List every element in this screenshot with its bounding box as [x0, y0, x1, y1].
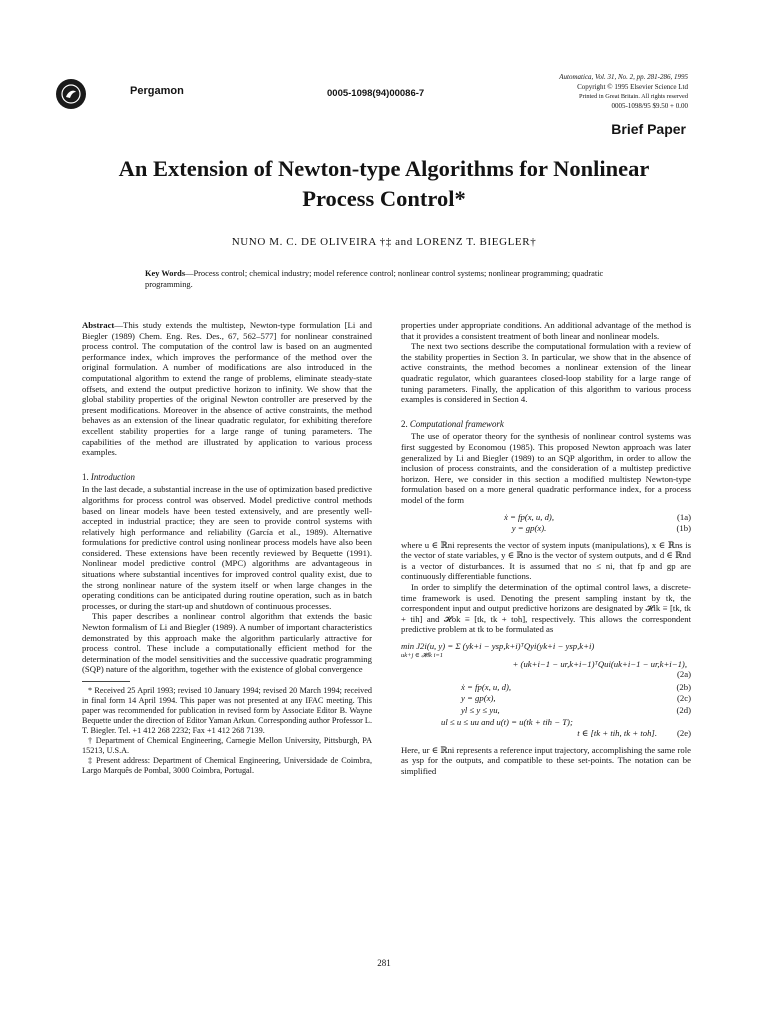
equation-1b-tag: (1b) — [676, 523, 691, 534]
equation-2c — [401, 693, 691, 704]
section-2-paragraph-1: The use of operator theory for the synthesis of nonlinear control systems was first suggested by Economou (1985). This proposed Newton approach was later generalized by Li and Biegler (1989) to an SQP algorithm, in order to allow the inclusion of process constraints, and the consideration of a multistep predictive horizon. Here, we consider in this section a modified multistep Newton-type formulation based on a more general quadratic performance index, for a process model of the form — [401, 431, 691, 505]
equation-2b-body: ẋ = fp(x, u, d), — [461, 681, 512, 692]
publisher-logo — [56, 79, 86, 109]
equation-2c-body: y = gp(x), — [461, 693, 496, 704]
equation-2b-tag: (2b) — [676, 681, 691, 692]
equation-2d-tag: (2d) — [676, 705, 691, 715]
section-tag: Brief Paper — [611, 121, 686, 137]
equation-2d-body: yl ≤ y ≤ yu, — [461, 705, 500, 715]
title-line-1: An Extension of Newton-type Algorithms for Nonlinear — [118, 156, 650, 181]
abstract — [82, 320, 372, 458]
abstract-text: —This study extends the multistep, Newton-type formulation [Li and Biegler (1989) Chem. Eng. Res. Des., 67, 562–577] for nonlinear constrained process control. The computation of the control law is based on an augmented performance index, which improves the performance of the method over the original formulation. A number of modifications are also introduced in the computational algorithm to extend the range of problems, eliminate steady-state offsets, and extend the output predictive horizon to infinity. We show that the global stability properties of the original Newton controller are preserved by the present modifications. Moreover in the absence of active constraints, the method behaves as an extension of the linear quadratic regulator, for exhibiting therefore excellent stability properties for a large range of tuning parameters. The capabilities of the method are illustrated by application to various process examples. — [82, 320, 372, 458]
equation-2a — [401, 641, 691, 680]
copyright-line: Copyright © 1995 Elsevier Science Ltd — [577, 82, 688, 91]
journal-meta — [559, 73, 688, 111]
section-2-paragraph-2: where u ∈ ℝni represents the vector of system inputs (manipulations), x ∈ ℝns is the vector of state variables, y ∈ ℝno is the vector of system outputs, and d ∈ ℝnd is a vector of disturbances. It is assumed that no ≤ ni, that fp and gp are continuously differentiable functions. — [401, 539, 691, 582]
left-column — [82, 320, 372, 776]
section-2-paragraph-3: In order to simplify the determination of the optimal control laws, a discrete-time framework is used. Denoting the present sampling instant by tk, the correspondent input and output predictive horizons are designated by 𝓗ik ≡ [tk, tk + tih] and 𝓗ok ≡ [tk, tk + toh], respectively. This allows the correspondent predictive problem at tk to be formulated as — [401, 582, 691, 635]
journal-citation: Automatica, Vol. 31, No. 2, pp. 281-286, 1995 — [559, 73, 688, 81]
equation-2a-line-2: + (uk+i−1 − ur,k+i−1)ᵀQui(uk+i−1 − ur,k+i−1), — [512, 658, 687, 669]
keywords-label: Key Words — [145, 269, 186, 278]
section-2-heading — [401, 419, 691, 430]
footnotes — [82, 686, 372, 776]
publisher-name: Pergamon — [130, 85, 184, 97]
paper-title — [60, 154, 708, 214]
equation-1a-tag: (1a) — [677, 511, 691, 522]
keywords — [145, 268, 645, 290]
intro-heading-title: Introduction — [90, 471, 135, 482]
title-line-2: Process Control* — [302, 186, 466, 211]
equation-2e-tag: (2e) — [677, 728, 691, 739]
equation-2e-body-1: ul ≤ u ≤ uu and u(t) = u(tk + tih − T); — [441, 716, 573, 727]
footnote-received: * Received 25 April 1993; revised 10 January 1994; revised 20 March 1994; received in final form 14 April 1994. This paper was not presented at any IFAC meeting. This paper was recommended for publication in revised form by Associate Editor B. Wayne Bequette under the direction of Editor Yaman Arkun. Corresponding author Professor L. T. Biegler. Tel. +1 412 268 2232; Fax +1 412 268 7139. — [82, 686, 372, 735]
abstract-label: Abstract — [82, 320, 115, 330]
equation-2b — [401, 682, 691, 693]
equation-1a-body: ẋ = fp(x, u, d), — [503, 511, 554, 522]
equation-2d — [401, 705, 691, 716]
right-column — [401, 320, 691, 777]
footnote-present-address: ‡ Present address: Department of Chemical Engineering, Universidade de Coimbra, Largo Marquês de Pombal, 3000 Coimbra, Portugal. — [82, 756, 372, 775]
right-paragraph-1: properties under appropriate conditions. An additional advantage of the method is that it provides a consistent treatment of both linear and nonlinear models. — [401, 320, 691, 341]
equation-2e-line-2 — [401, 728, 691, 739]
right-closing-paragraph: Here, ur ∈ ℝni represents a reference input trajectory, accomplishing the same role as ysp for the outputs, and compatible to these set-points. The notation can be simplified — [401, 744, 691, 776]
intro-heading — [82, 472, 372, 483]
equation-2e-line-1 — [401, 717, 691, 728]
intro-paragraph-2: This paper describes a nonlinear control algorithm that extends the basic Newton formalism of Li and Biegler (1989). A number of important characteristics demonstrated by this approach make the algorithm particularly attractive for process control. These include a computationally efficient method for the determination of the model sensitivities and the successive quadratic programming (SQP) nature of the algorithm, together with the existence of global convergence — [82, 611, 372, 675]
equation-2a-subscript: uk+j ∈ 𝓗ik i=1 — [401, 651, 444, 659]
equation-1a — [401, 512, 691, 523]
printed-line: Printed in Great Britain. All rights reserved — [579, 93, 688, 100]
price-line: 0005-1098/95 $9.50 + 0.00 — [611, 101, 688, 110]
equation-2c-tag: (2c) — [677, 693, 691, 704]
article-issn: 0005-1098(94)00086-7 — [327, 88, 425, 99]
intro-heading-number: 1. — [82, 471, 89, 482]
page-number: 281 — [377, 958, 391, 968]
section-2-title: Computational framework — [409, 418, 504, 429]
right-paragraph-2: The next two sections describe the computational formulation with a review of the stability properties in Section 3. In particular, we show that in the absence of active constraints, the method becomes a nonlinear extension of the linear quadratic regulator, which guarantees closed-loop stability for a large range of tuning parameters. Finally, the application of this algorithm to various process examples is considered in Section 4. — [401, 341, 691, 405]
footnote-affiliation: † Department of Chemical Engineering, Carnegie Mellon University, Pittsburgh, PA 15213, U.S.A. — [82, 736, 372, 755]
section-2-number: 2. — [401, 418, 408, 429]
equation-1b — [401, 523, 691, 534]
equation-2e-body-2: t ∈ [tk + tih, tk + toh]. — [577, 728, 657, 739]
footnote-rule — [82, 681, 130, 682]
intro-paragraph-1: In the last decade, a substantial increase in the use of optimization based predictive algorithms for process control was observed. Model predictive control methods based on linear models have been tested extensively, and are presently well-accepted in industrial practice; they are seen to provide control systems with relatively high performance and reliability (García et al., 1989). Alternative formulations for predictive control using nonlinear process models have also been considered. These extensions have been recently reviewed by Bequette (1991). Nonlinear model predictive control (MPC) algorithms are advantageous in situations where substantial incentives for improved control quality exist, due to the strong nonlinear nature of the system itself or when large changes in the operating conditions can be anticipated during routine operation, such as in batch processes, or during the start-up and shutdown of continuous processes. — [82, 484, 372, 611]
authors: NUNO M. C. DE OLIVEIRA †‡ and LORENZ T. BIEGLER† — [231, 236, 537, 248]
keywords-text: —Process control; chemical industry; model reference control; nonlinear control systems; nonlinear programming; quadratic programming. — [145, 269, 604, 289]
equation-2a-tag: (2a) — [677, 669, 691, 680]
pergamon-emblem-icon — [60, 83, 82, 105]
equation-2a-line-1: min J2i(u, y) = Σ (yk+i − ysp,k+i)ᵀQyi(yk+i − ysp,k+i) — [401, 641, 595, 652]
equation-1b-body: y = gp(x). — [511, 523, 547, 534]
